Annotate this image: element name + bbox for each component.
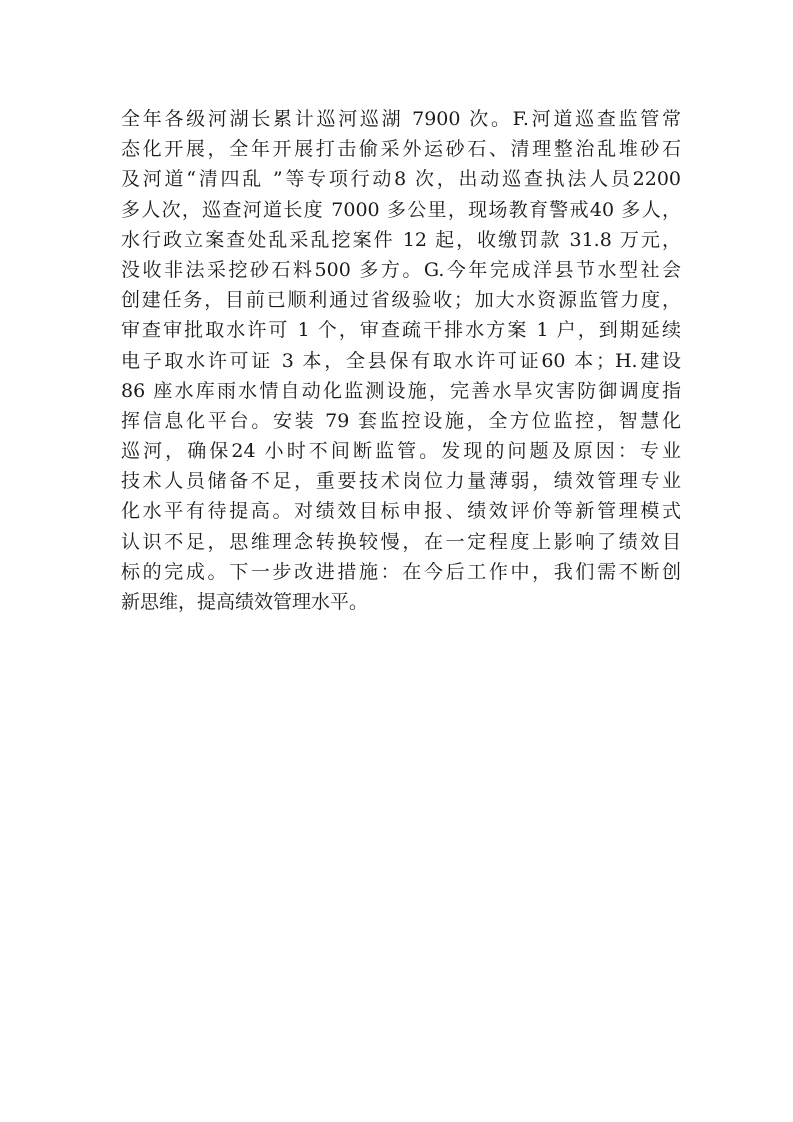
- paragraph-line: 挥信息化平台。安装 79 套监控设施，全方位监控，智慧化: [121, 409, 681, 432]
- paragraph-line: 创建任务，目前已顺利通过省级验收；加大水资源监管力度，: [121, 289, 681, 312]
- paragraph-line: 及河道“清四乱 ”等专项行动8 次，出动巡查执法人员2200: [121, 168, 681, 191]
- paragraph-line: 技术人员储备不足，重要技术岗位力量薄弱，绩效管理专业: [121, 470, 681, 493]
- paragraph-line: 化水平有待提高。对绩效目标申报、绩效评价等新管理模式: [121, 500, 681, 523]
- paragraph-line: 电子取水许可证 3 本，全县保有取水许可证60 本；H.建设: [121, 349, 681, 372]
- paragraph-line: 水行政立案查处乱采乱挖案件 12 起，收缴罚款 31.8 万元，: [121, 228, 681, 251]
- paragraph-line-last: 新思维，提高绩效管理水平。: [121, 591, 369, 613]
- paragraph-line: 86 座水库雨水情自动化监测设施，完善水旱灾害防御调度指: [121, 379, 681, 402]
- paragraph-line: 全年各级河湖长累计巡河巡湖 7900 次。F.河道巡查监管常: [121, 108, 681, 130]
- paragraph-line: 没收非法采挖砂石料500 多方。G.今年完成洋县节水型社会: [121, 258, 681, 281]
- paragraph-line: 标的完成。下一步改进措施：在今后工作中，我们需不断创: [121, 560, 681, 583]
- paragraph-line: 审查审批取水许可 1 个，审查疏干排水方案 1 户，到期延续: [121, 319, 681, 342]
- paragraph-line: 态化开展，全年开展打击偷采外运砂石、清理整治乱堆砂石: [121, 138, 681, 161]
- paragraph-line: 巡河，确保24 小时不间断监管。发现的问题及原因：专业: [121, 440, 681, 463]
- body-paragraph: [121, 104, 681, 617]
- paragraph-line: 认识不足，思维理念转换较慢，在一定程度上影响了绩效目: [121, 530, 681, 553]
- paragraph-line: 多人次，巡查河道长度 7000 多公里，现场教育警戒40 多人，: [121, 198, 681, 221]
